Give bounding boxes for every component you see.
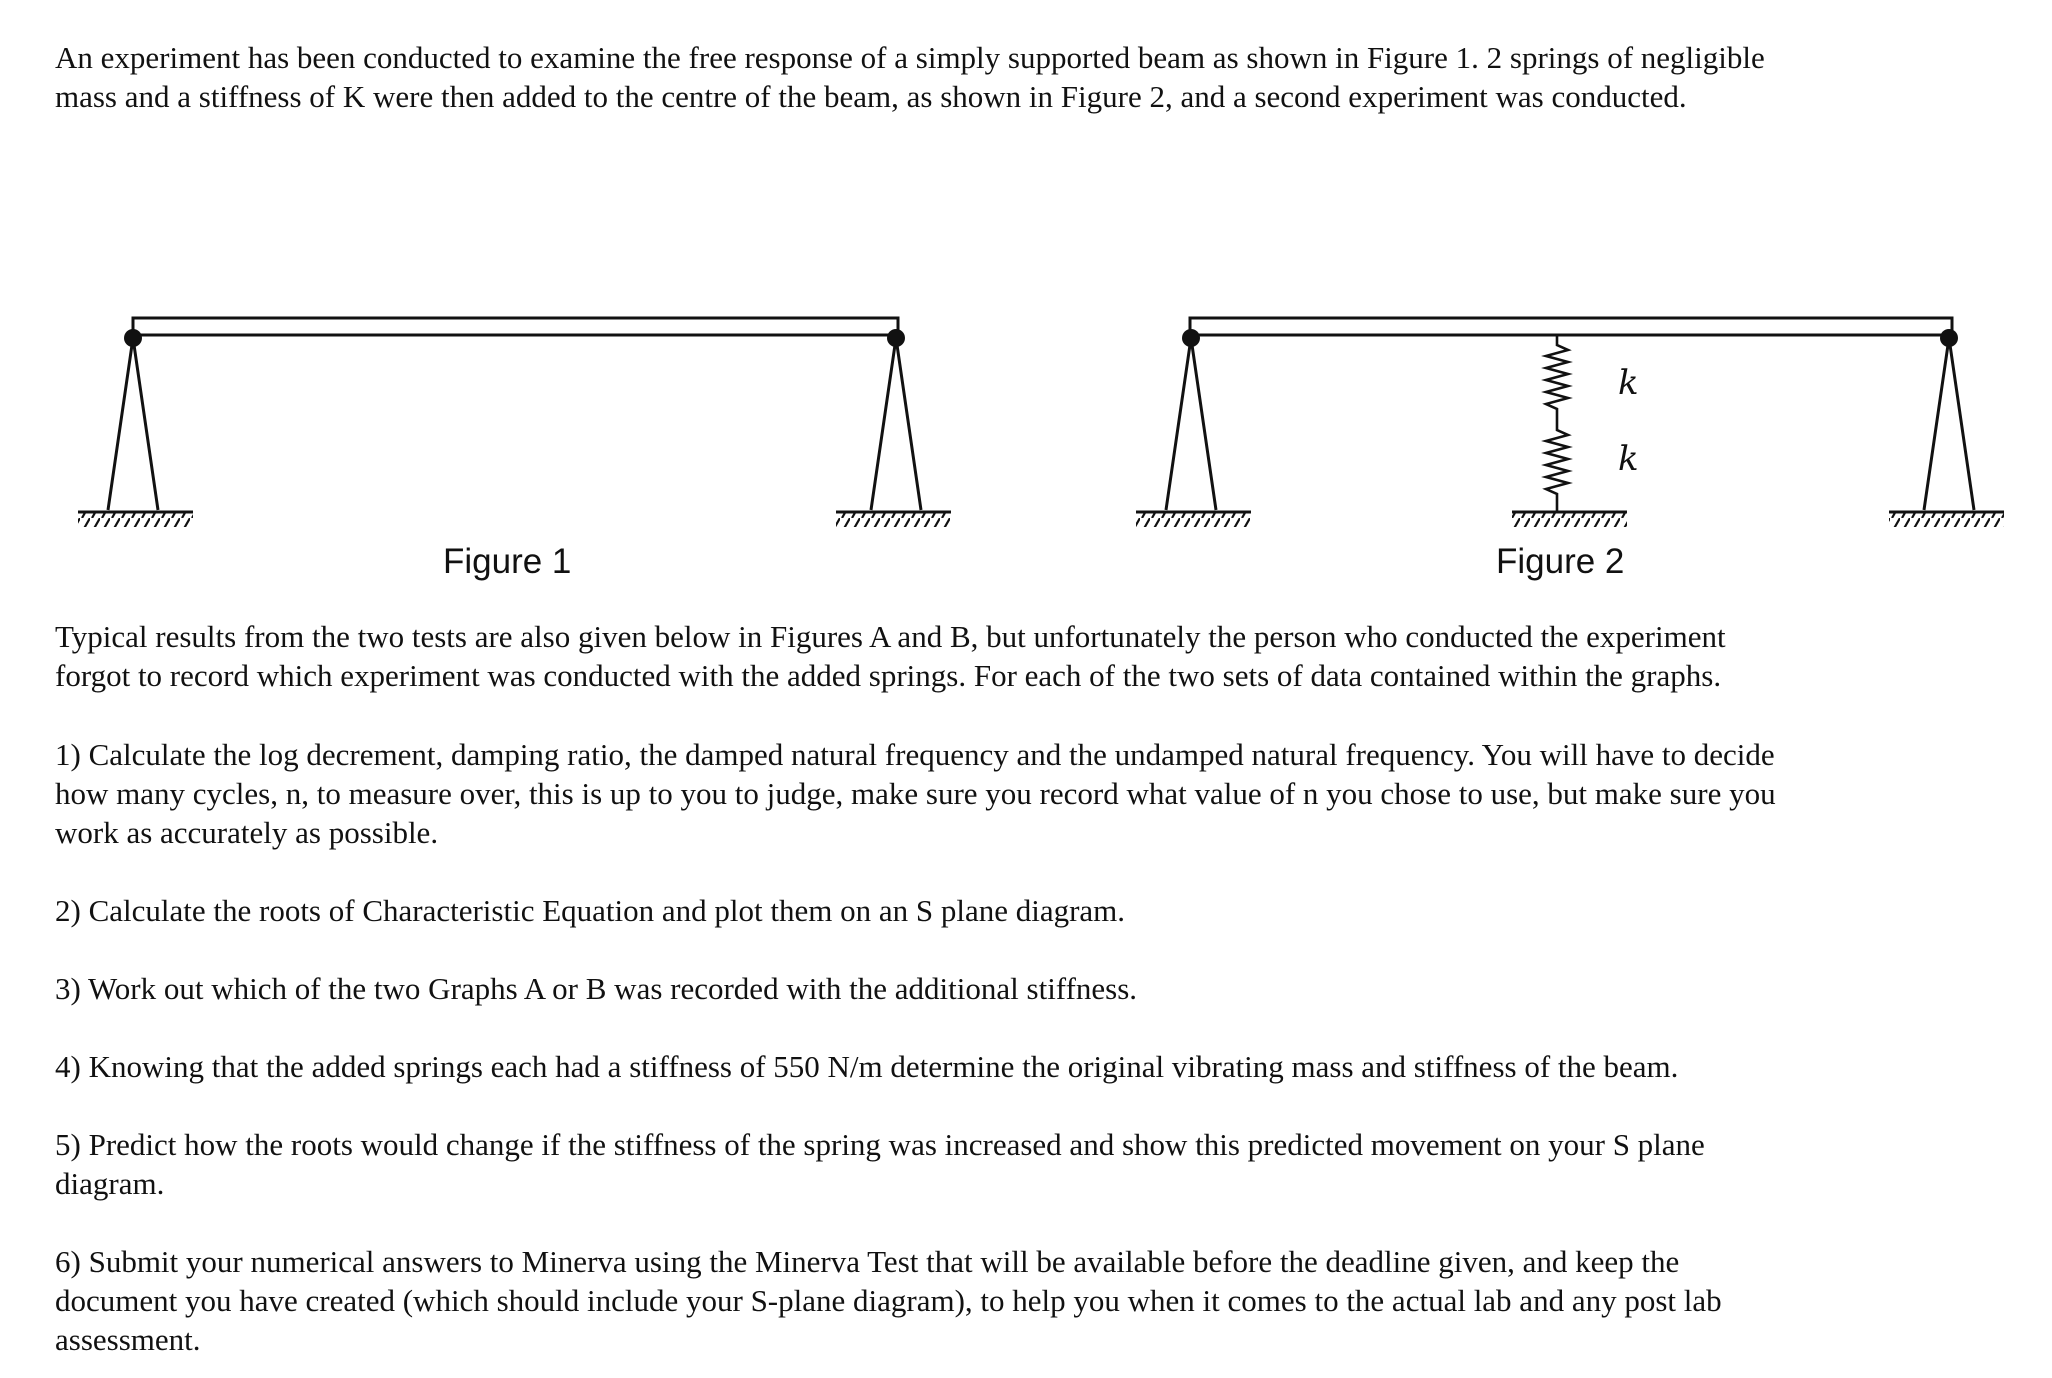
- question-1-line-1: 1) Calculate the log decrement, damping ratio, the damped natural frequency and the undamped natural frequency. You will have to decide: [55, 737, 1775, 772]
- question-4-line-1: 4) Knowing that the added springs each had a stiffness of 550 N/m determine the original vibrating mass and stiffness of the beam.: [55, 1049, 1679, 1084]
- question-5: [55, 1125, 2015, 1203]
- figure-1-right-support: [836, 329, 951, 527]
- intro-line-2: mass and a stiffness of K were then added to the centre of the beam, as shown in Figure 2, and a second experiment was conducted.: [55, 79, 1687, 114]
- question-2-line-1: 2) Calculate the roots of Characteristic Equation and plot them on an S plane diagram.: [55, 893, 1126, 928]
- figure-1-diagram: [78, 318, 951, 581]
- figure-1-beam: [133, 318, 898, 335]
- spring-top: [1546, 335, 1568, 420]
- results-paragraph: [55, 617, 2015, 695]
- question-5-line-1: 5) Predict how the roots would change if the stiffness of the spring was increased and show this predicted movement on your S plane: [55, 1127, 1705, 1162]
- results-line-1: Typical results from the two tests are also given below in Figures A and B, but unfortunately the person who conducted the experiment: [55, 619, 1726, 654]
- spring-label-bottom: k: [1618, 439, 1639, 479]
- question-3-line-1: 3) Work out which of the two Graphs A or B was recorded with the additional stiffness.: [55, 971, 1138, 1006]
- question-3: [55, 969, 2015, 1008]
- question-6-line-1: 6) Submit your numerical answers to Minerva using the Minerva Test that will be available before the deadline given, and keep the: [55, 1244, 1680, 1279]
- intro-paragraph: [55, 38, 2015, 116]
- spring-label-top: k: [1618, 363, 1639, 403]
- intro-line-1: An experiment has been conducted to examine the free response of a simply supported beam as shown in Figure 1. 2 springs of negligible: [55, 40, 1765, 75]
- spring-bottom: [1546, 420, 1568, 512]
- question-1-line-2: how many cycles, n, to measure over, this is up to you to judge, make sure you record what value of n you chose to use, but make sure you: [55, 776, 1776, 811]
- figure-2-right-support: [1889, 329, 2004, 527]
- question-2: [55, 891, 2015, 930]
- question-4: [55, 1047, 2015, 1086]
- figure-2-left-support: [1136, 329, 1251, 527]
- figure-1-left-support: [78, 329, 193, 527]
- figure-2-beam: [1190, 318, 1952, 335]
- figure-2-springs: [1512, 335, 1627, 527]
- question-6-line-2: document you have created (which should include your S-plane diagram), to help you when it comes to the actual lab and any post lab: [55, 1283, 1722, 1318]
- question-6-line-3: assessment.: [55, 1322, 201, 1357]
- question-6: [55, 1242, 2015, 1359]
- figure-2-caption: Figure 2: [1496, 542, 1625, 581]
- results-line-2: forgot to record which experiment was conducted with the added springs. For each of the two sets of data contained within the graphs.: [55, 658, 1722, 693]
- beam-figures: [0, 290, 2052, 600]
- figure-2-diagram: [1136, 318, 2004, 581]
- question-1-line-3: work as accurately as possible.: [55, 815, 439, 850]
- figure-1-caption: Figure 1: [443, 542, 572, 581]
- question-5-line-2: diagram.: [55, 1166, 165, 1201]
- question-1: [55, 735, 2015, 852]
